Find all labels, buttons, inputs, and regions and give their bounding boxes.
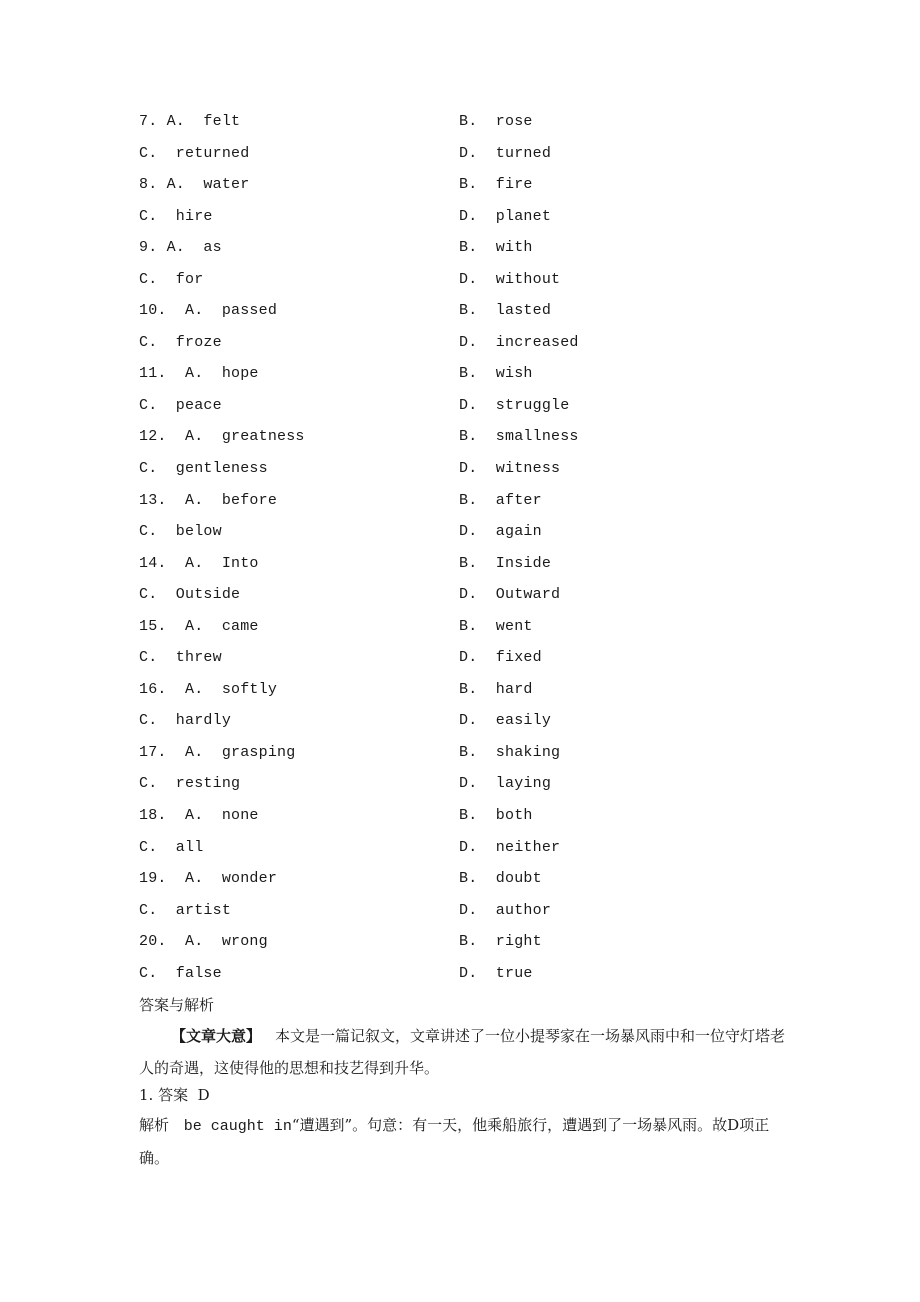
option-right: B. fire [459, 176, 533, 194]
option-right: D. author [459, 901, 552, 919]
option-left: C. for [139, 270, 204, 288]
option-left: C. gentleness [139, 460, 268, 478]
option-row [139, 175, 799, 207]
option-right: B. both [459, 807, 533, 825]
option-left: 19. A. wonder [139, 870, 278, 888]
option-row [139, 774, 799, 806]
option-row [139, 112, 799, 144]
option-row [139, 743, 799, 775]
option-left: 15. A. came [139, 617, 259, 635]
option-left: 17. A. grasping [139, 743, 296, 761]
option-right: B. wish [459, 365, 533, 383]
option-right: D. increased [459, 333, 579, 351]
option-row [139, 270, 799, 302]
option-left: 13. A. before [139, 491, 278, 509]
option-left: C. resting [139, 775, 241, 793]
option-right: D. true [459, 964, 533, 982]
option-row [139, 427, 799, 459]
option-right: D. fixed [459, 649, 542, 667]
option-right: B. rose [459, 113, 533, 130]
option-left: C. all [139, 838, 204, 856]
option-left: 8. A. water [139, 176, 250, 194]
option-right: D. planet [459, 207, 552, 225]
option-left: C. returned [139, 144, 250, 162]
option-right: B. with [459, 239, 533, 257]
option-right: D. laying [459, 775, 552, 793]
option-row [139, 932, 799, 964]
option-row [139, 459, 799, 491]
option-row [139, 869, 799, 901]
summary-text: 本文是一篇记叙文，文章讲述了一位小提琴家在一场暴风雨中和一位守灯塔老人的奇遇，这使得他的思想和技艺得到升华。 [139, 1027, 786, 1077]
option-right: B. smallness [459, 428, 579, 446]
option-right: B. hard [459, 680, 533, 698]
option-row [139, 711, 799, 743]
option-row [139, 901, 799, 933]
answers-heading: 答案与解析 [139, 996, 215, 1014]
option-right: B. right [459, 933, 542, 951]
option-row [139, 491, 799, 523]
option-right: D. witness [459, 460, 561, 478]
option-right: B. Inside [459, 554, 552, 572]
option-left: 11. A. hope [139, 365, 259, 383]
option-row [139, 301, 799, 333]
option-left: 12. A. greatness [139, 428, 305, 446]
option-left: 16. A. softly [139, 680, 278, 698]
option-row [139, 806, 799, 838]
option-row [139, 838, 799, 870]
option-left: C. artist [139, 901, 232, 919]
option-row [139, 396, 799, 428]
option-left: C. Outside [139, 586, 241, 604]
option-left: C. froze [139, 333, 222, 351]
option-row [139, 680, 799, 712]
option-right: D. easily [459, 712, 552, 730]
q1-answer: 1. 答案 D [139, 1086, 210, 1104]
option-left: C. false [139, 964, 222, 982]
option-right: D. again [459, 523, 542, 541]
option-row [139, 522, 799, 554]
option-left: 18. A. none [139, 807, 259, 825]
option-right: D. turned [459, 144, 552, 162]
option-row [139, 207, 799, 239]
option-row [139, 554, 799, 586]
option-row [139, 964, 799, 996]
option-left: 7. A. felt [139, 113, 241, 130]
option-left: 9. A. as [139, 239, 222, 257]
option-right: D. struggle [459, 396, 570, 414]
option-row [139, 364, 799, 396]
option-row [139, 238, 799, 270]
analysis-phrase: be caught in [183, 1118, 292, 1135]
q1-analysis [139, 1110, 789, 1174]
options-list [139, 112, 799, 995]
option-left: 14. A. Into [139, 554, 259, 572]
option-left: C. below [139, 523, 222, 541]
option-left: C. threw [139, 649, 222, 667]
option-row [139, 333, 799, 365]
option-right: D. Outward [459, 586, 561, 604]
summary-paragraph [139, 1021, 789, 1084]
option-left: C. peace [139, 396, 222, 414]
summary-label: 【文章大意】 [171, 1027, 262, 1045]
option-right: D. without [459, 270, 561, 288]
option-left: C. hire [139, 207, 213, 225]
option-row [139, 617, 799, 649]
option-right: B. shaking [459, 743, 561, 761]
analysis-text: “遭遇到”。句意：有一天，他乘船旅行，遭遇到了一场暴风雨。故D项正确。 [139, 1116, 770, 1167]
option-row [139, 585, 799, 617]
option-left: C. hardly [139, 712, 232, 730]
option-row [139, 648, 799, 680]
analysis-label: 解析 [139, 1116, 170, 1134]
option-right: B. doubt [459, 870, 542, 888]
option-right: B. went [459, 617, 533, 635]
option-left: 20. A. wrong [139, 933, 268, 951]
option-row [139, 144, 799, 176]
option-right: D. neither [459, 838, 561, 856]
option-right: B. after [459, 491, 542, 509]
option-left: 10. A. passed [139, 302, 278, 320]
option-right: B. lasted [459, 302, 552, 320]
